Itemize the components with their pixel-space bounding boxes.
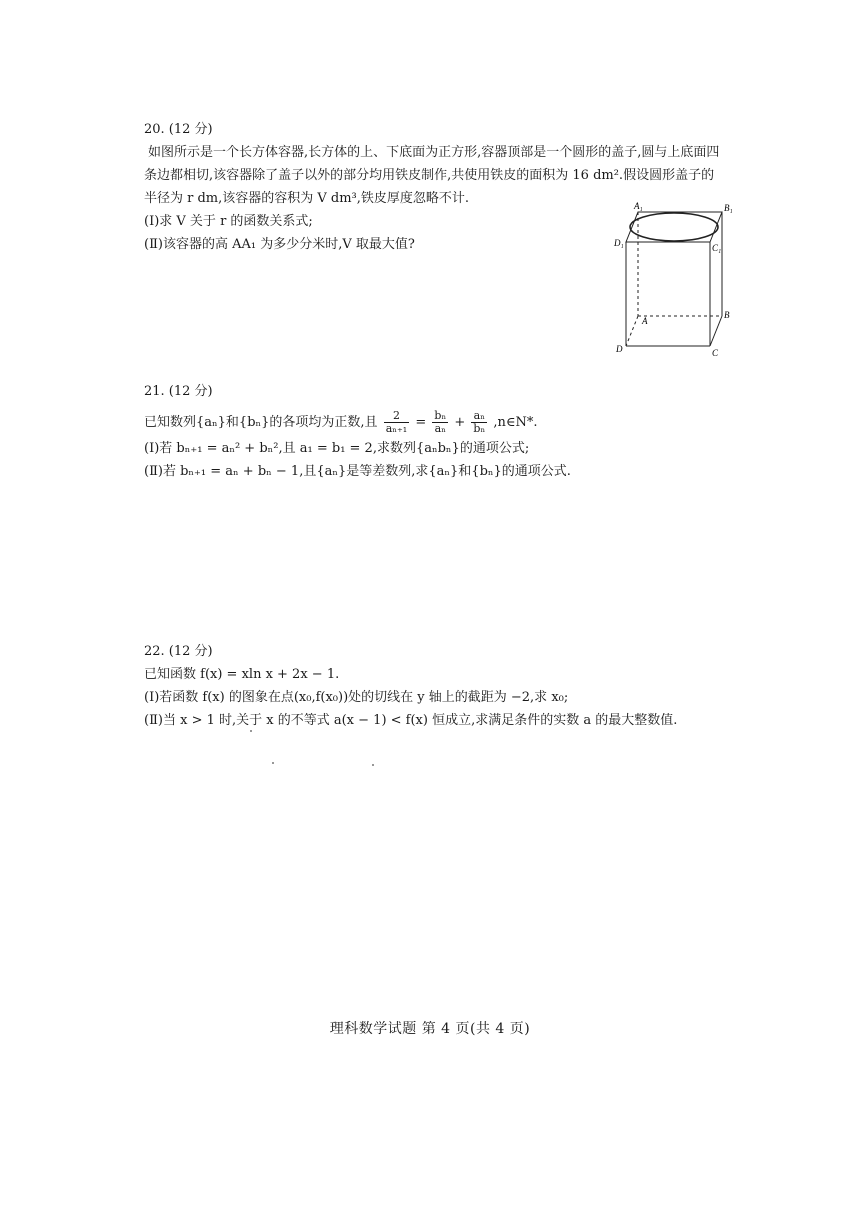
fraction-denominator: aₙ bbox=[434, 422, 446, 435]
circle-lid bbox=[630, 213, 718, 241]
question-21-part-1: (Ⅰ)若 bₙ₊₁ = aₙ² + bₙ²,且 a₁ = b₁ = 2,求数列{aₙbₙ}的通项公式; bbox=[144, 441, 530, 456]
label-b: B bbox=[724, 310, 730, 320]
top-face bbox=[626, 212, 722, 242]
box-container-figure bbox=[612, 200, 748, 360]
question-22-head: 22. (12 分) bbox=[144, 644, 213, 659]
label-d1: D₁ bbox=[614, 238, 624, 248]
scan-speck bbox=[272, 762, 274, 764]
edge-ad-hidden bbox=[626, 316, 638, 346]
question-20-head: 20. (12 分) bbox=[144, 122, 213, 137]
label-c1: C₁ bbox=[712, 243, 722, 253]
edge-cb bbox=[710, 316, 722, 346]
fraction-b-over-a bbox=[432, 410, 448, 435]
page-footer: 理科数学试题 第 4 页(共 4 页) bbox=[329, 1021, 531, 1037]
label-d: D bbox=[616, 344, 623, 354]
question-21-intro bbox=[144, 409, 754, 437]
question-21-part-2: (Ⅱ)若 bₙ₊₁ = aₙ + bₙ − 1,且{aₙ}是等差数列,求{aₙ}和{bₙ}的通项公式. bbox=[144, 464, 571, 479]
question-20-line-1: 如图所示是一个长方体容器,长方体的上、下底面为正方形,容器顶部是一个圆形的盖子,圆与上底面四 bbox=[148, 145, 720, 160]
fraction-numerator: 2 bbox=[384, 410, 410, 423]
question-22-line-1: 已知函数 f(x) = xln x + 2x − 1. bbox=[144, 667, 340, 682]
question-20-line-2: 条边都相切,该容器除了盖子以外的部分均用铁皮制作,共使用铁皮的面积为 16 dm².假设圆形盖子的 bbox=[144, 168, 715, 183]
label-c: C bbox=[712, 348, 719, 358]
fraction-denominator: aₙ₊₁ bbox=[385, 422, 408, 435]
fraction-2-over-a-n1 bbox=[384, 410, 410, 435]
question-22 bbox=[144, 640, 754, 732]
fraction-denominator: bₙ bbox=[473, 422, 486, 435]
scan-speck bbox=[372, 764, 374, 766]
scan-speck bbox=[250, 730, 252, 732]
question-20-part-2: (Ⅱ)该容器的高 AA₁ 为多少分米时,V 取最大值? bbox=[144, 237, 415, 252]
fraction-a-over-b bbox=[471, 410, 487, 435]
plus-sign: + bbox=[454, 415, 466, 430]
label-a: A bbox=[642, 316, 648, 326]
question-22-part-1: (Ⅰ)若函数 f(x) 的图象在点(x₀,f(x₀))处的切线在 y 轴上的截距为 −2,求 x₀; bbox=[144, 690, 569, 705]
question-20-line-3: 半径为 r dm,该容器的容积为 V dm³,铁皮厚度忽略不计. bbox=[144, 191, 470, 206]
label-a1: A₁ bbox=[634, 201, 643, 211]
question-21-intro-tail: ,n∈N*. bbox=[493, 415, 538, 430]
fraction-numerator: bₙ bbox=[434, 409, 447, 422]
question-21-intro-text: 已知数列{aₙ}和{bₙ}的各项均为正数,且 bbox=[144, 415, 378, 430]
label-b1: B₁ bbox=[724, 203, 733, 213]
equals-sign: = bbox=[415, 415, 427, 430]
question-21 bbox=[144, 380, 754, 483]
question-22-part-2: (Ⅱ)当 x > 1 时,关于 x 的不等式 a(x − 1) < f(x) 恒成立,求满足条件的实数 a 的最大整数值. bbox=[144, 713, 678, 728]
question-20-part-1: (Ⅰ)求 V 关于 r 的函数关系式; bbox=[144, 214, 313, 229]
question-21-head: 21. (12 分) bbox=[144, 384, 213, 399]
fraction-numerator: aₙ bbox=[471, 410, 487, 423]
